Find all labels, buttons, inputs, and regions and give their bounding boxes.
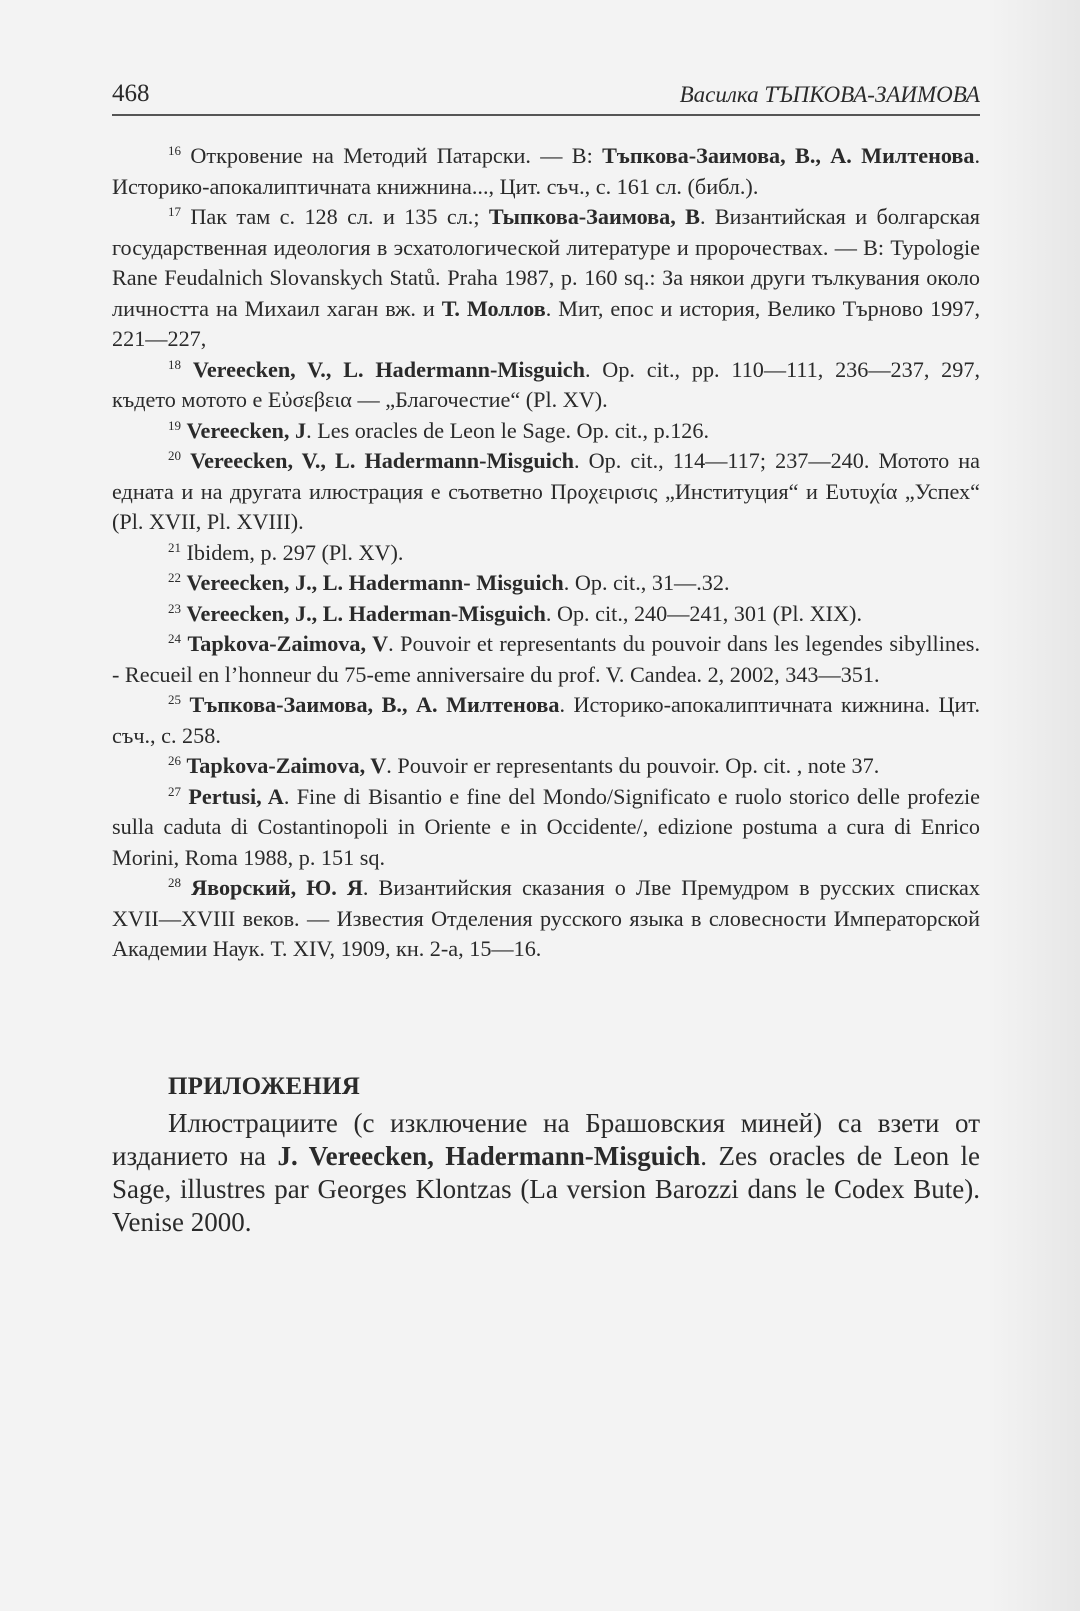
footnote-28: $^{28}$ Яворский, Ю. Я. Византийския сказания о Лве Премудром в русских списках XVII—XVIII веков. — Известия Отделения русского языка в словесности Императорской Академии Наук. Т. XIV, 1909, кн. 2-а, 15—16.	[112, 875, 980, 961]
appendix-section	[112, 1073, 980, 1239]
appendix-heading: ПРИЛОЖЕНИЯ	[168, 1073, 360, 1100]
footnote-20: $^{20}$ Vereecken, V., L. Hadermann-Misguich. Op. cit., 114—117; 237—240. Мотото на едната и на другата илюстрация е съответно Προχειρισις „Институция“ и Ευτυχία „Успех“ (Pl. XVII, Pl. XVIII).	[112, 448, 980, 534]
footnote-21: $^{21}$ Ibidem, p. 297 (Pl. XV).	[168, 539, 404, 565]
footnote-25: $^{25}$ Тъпкова-Заимова, В., А. Милтенова. Историко-апокалиптичната кижнина. Цит. съч., с. 258.	[112, 692, 980, 748]
footnote-22: $^{22}$ Vereecken, J., L. Hadermann- Misguich. Op. cit., 31—.32.	[168, 570, 730, 595]
header-rule	[112, 114, 980, 116]
running-author: Василка ТЪПКОВА-ЗАИМОВА	[679, 82, 980, 107]
footnotes	[112, 141, 980, 965]
footnote-27: $^{27}$ Pertusi, A. Fine di Bisantio e fine del Mondo/Significato e ruolo storico delle profezie sulla caduta di Costantinopoli in Oriente e in Occidente/, edizione postuma a cura di Enrico Morini, Roma 1988, p. 151 sq.	[112, 783, 981, 870]
page-number: 468	[112, 80, 150, 107]
footnote-17: $^{17}$ Пак там с. 128 сл. и 135 сл.; Тыпкова-Заимова, В. Византийская и болгарская государственная идеология в эсхатологической литературе и пророчествах. — В: Typologie Rane Feudalnich Slovanskych Statů. Praha 1987, p. 160 sq.: За някои други тълкувания около личността на Михаил хаган вж. и Т. Моллов. Мит, епос и история, Велико Търново 1997, 221—227,	[112, 204, 981, 351]
appendix-paragraph: Илюстрациите (с изключение на Брашовския миней) са взети от изданието на J. Vereecken, Hadermann-Misguich. Zes oracles de Leon le Sage, illustres par Georges Klontzas (La version Barozzi dans le Codex Bute). Venise 2000.	[112, 1108, 980, 1237]
footnote-24: $^{24}$ Tapkova-Zaimova, V. Pouvoir et representants du pouvoir dans les legendes sibyllines. - Recueil en l’honneur du 75-eme anniversaire du prof. V. Candea. 2, 2002, 343—351.	[112, 631, 980, 687]
page-edge-shadow	[990, 0, 1080, 1611]
footnote-26: $^{26}$ Tapkova-Zaimova, V. Pouvoir er representants du pouvoir. Op. cit. , note 37.	[168, 753, 880, 778]
footnote-23: $^{23}$ Vereecken, J., L. Haderman-Misguich. Op. cit., 240—241, 301 (Pl. XIX).	[168, 600, 862, 626]
footnote-19: $^{19}$ Vereecken, J. Les oracles de Leon le Sage. Op. cit., p.126.	[168, 417, 710, 443]
running-header	[112, 80, 980, 116]
footnote-18: $^{18}$ Vereecken, V., L. Hadermann-Misguich. Op. cit., pp. 110—111, 236—237, 297, където мотото е Εὐσεβεια — „Благочестие“ (Pl. XV).	[112, 356, 981, 412]
footnote-16: $^{16}$ Откровение на Методий Патарски. — В: Тъпкова-Заимова, В., А. Милтенова. Историко-апокалиптичната книжнина..., Цит. съч., с. 161 сл. (библ.).	[112, 143, 981, 199]
